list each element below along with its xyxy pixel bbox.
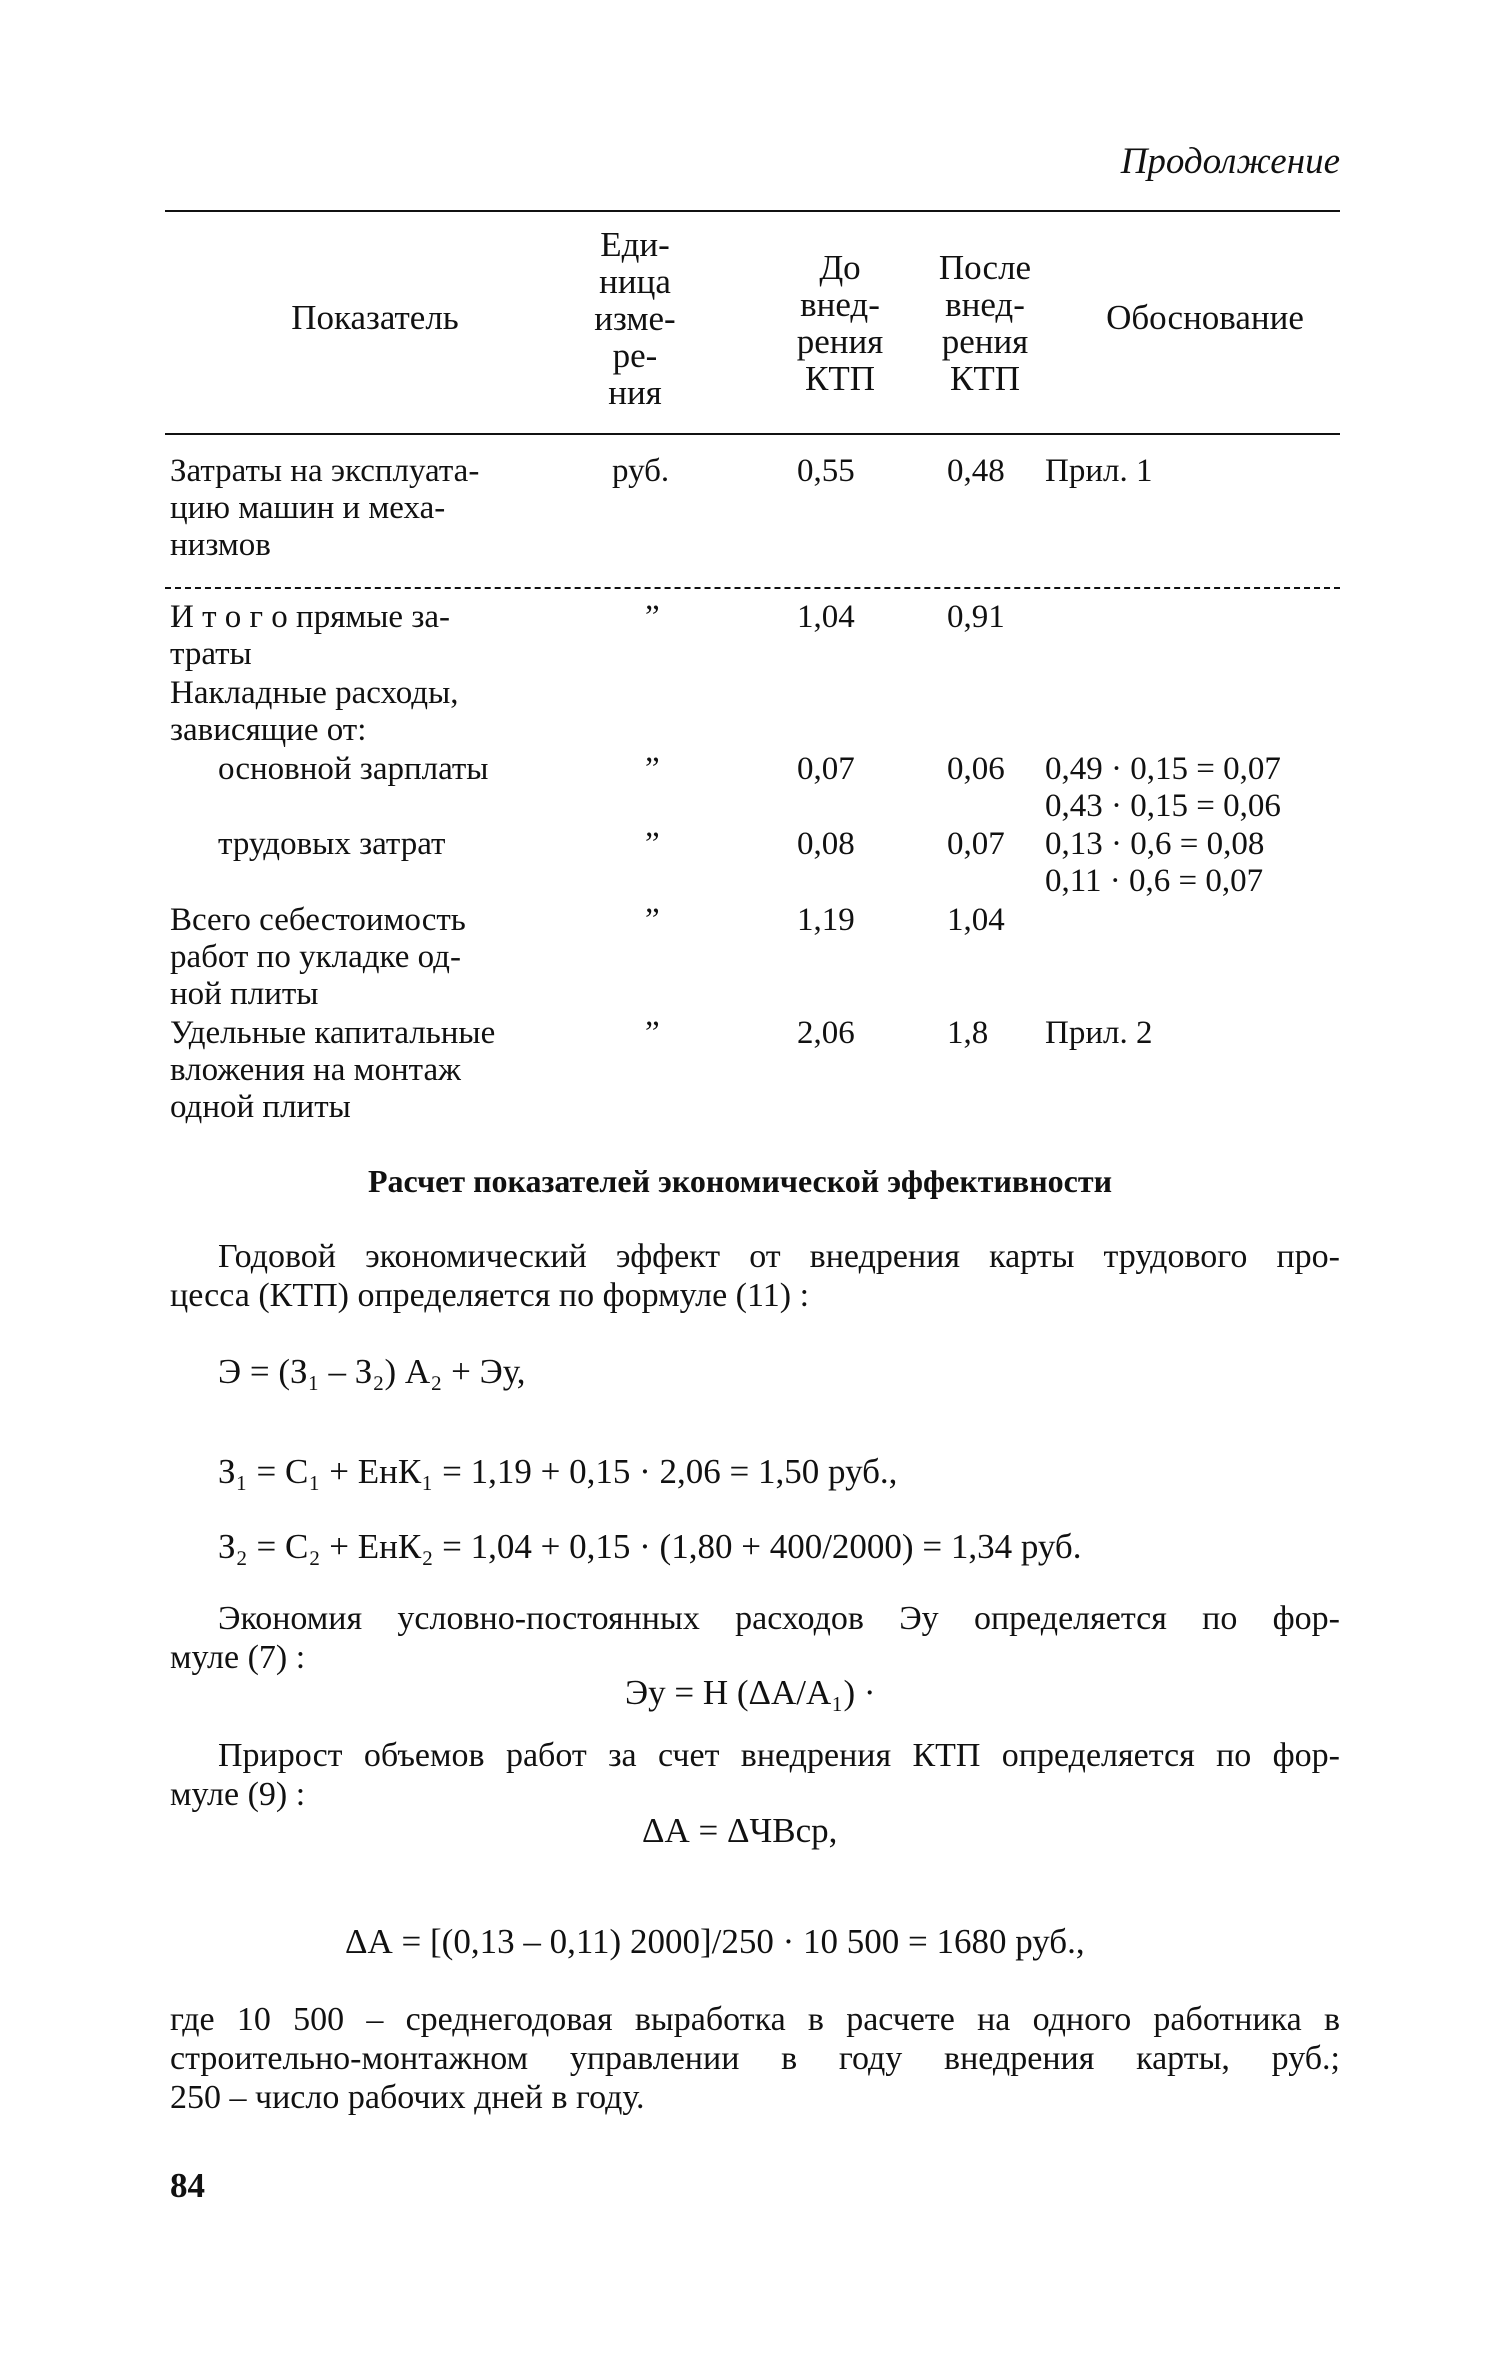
header-unit: Еди- ница изме- ре- ния — [594, 225, 676, 412]
basis-cell: 0,13 · 0,6 = 0,08 0,11 · 0,6 = 0,07 — [1045, 826, 1265, 899]
paragraph-annual-effect: Годовой экономический эффект от внедрения карты трудового про- цесса (КТП) определяется по формуле (11) : — [170, 1238, 1340, 1314]
header-indicator: Показатель — [291, 298, 459, 337]
formula-z2: З₂ = С₂ + ЕнК₂ = 1,04 + 0,15 · (1,80 + 400/2000) = 1,34 руб. — [218, 1527, 1082, 1566]
unit-cell: руб. — [612, 453, 670, 489]
table-row: основной зарплаты — [218, 751, 489, 787]
ditto-mark: ” — [645, 826, 660, 862]
basis-cell: Прил. 2 — [1045, 1015, 1153, 1051]
formula-delta-a: ΔА = ΔЧВср, — [642, 1811, 838, 1850]
table-row: Удельные капитальные вложения на монтаж одной плиты — [170, 1015, 496, 1125]
section-title: Расчет показателей экономической эффективности — [367, 1163, 1112, 1199]
before-value: 0,55 — [797, 453, 855, 489]
basis-cell: Прил. 1 — [1045, 453, 1153, 489]
table-header-rule — [165, 433, 1340, 435]
header-basis: Обоснование — [1106, 298, 1304, 337]
before-value: 1,19 — [797, 902, 855, 938]
formula-delta-a-value: ΔА = [(0,13 – 0,11) 2000]/250 · 10 500 = 1680 руб., — [345, 1922, 1085, 1961]
continuation-label: Продолжение — [1120, 141, 1340, 182]
page-number: 84 — [170, 2166, 205, 2205]
after-value: 0,06 — [947, 751, 1005, 787]
after-value: 0,07 — [947, 826, 1005, 862]
header-before: До внед- рения КТП — [796, 248, 884, 398]
table-row: Всего себестоимость работ по укладке од- ной плиты — [170, 902, 466, 1012]
before-value: 0,07 — [797, 751, 855, 787]
before-value: 0,08 — [797, 826, 855, 862]
paragraph-notes: где 10 500 – среднегодовая выработка в расчете на одного работника в строительно-монтажном управлении в году внедрения карты, руб.; 250 – число рабочих дней в году. — [170, 2001, 1340, 2116]
table-row: И т о г о прямые за- траты — [170, 599, 451, 672]
before-value: 2,06 — [797, 1015, 855, 1051]
ditto-mark: ” — [645, 599, 660, 635]
after-value: 1,04 — [947, 902, 1005, 938]
after-value: 1,8 — [947, 1015, 989, 1051]
table-row: Затраты на эксплуата- цию машин и меха- низмов — [170, 453, 480, 563]
paragraph-growth: Прирост объемов работ за счет внедрения КТП определяется по фор- муле (9) : — [170, 1737, 1340, 1813]
header-after: После внед- рения КТП — [938, 248, 1032, 398]
table-dashed-rule — [165, 587, 1340, 589]
basis-cell: 0,49 · 0,15 = 0,07 0,43 · 0,15 = 0,06 — [1045, 751, 1281, 824]
ditto-mark: ” — [645, 902, 660, 938]
table-row: Накладные расходы, зависящие от: — [170, 675, 459, 748]
after-value: 0,91 — [947, 599, 1005, 635]
formula-main: Э = (З₁ – З₂) А₂ + Эу, — [218, 1352, 526, 1391]
formula-z1: З₁ = С₁ + ЕнК₁ = 1,19 + 0,15 · 2,06 = 1,50 руб., — [218, 1452, 898, 1491]
after-value: 0,48 — [947, 453, 1005, 489]
table-top-rule — [165, 210, 1340, 212]
ditto-mark: ” — [645, 751, 660, 787]
formula-ey: Эу = Н (ΔА/А₁) · — [625, 1673, 876, 1712]
paragraph-savings: Экономия условно-постоянных расходов Эу определяется по фор- муле (7) : — [170, 1600, 1340, 1676]
table-row: трудовых затрат — [218, 826, 446, 862]
before-value: 1,04 — [797, 599, 855, 635]
ditto-mark: ” — [645, 1015, 660, 1051]
